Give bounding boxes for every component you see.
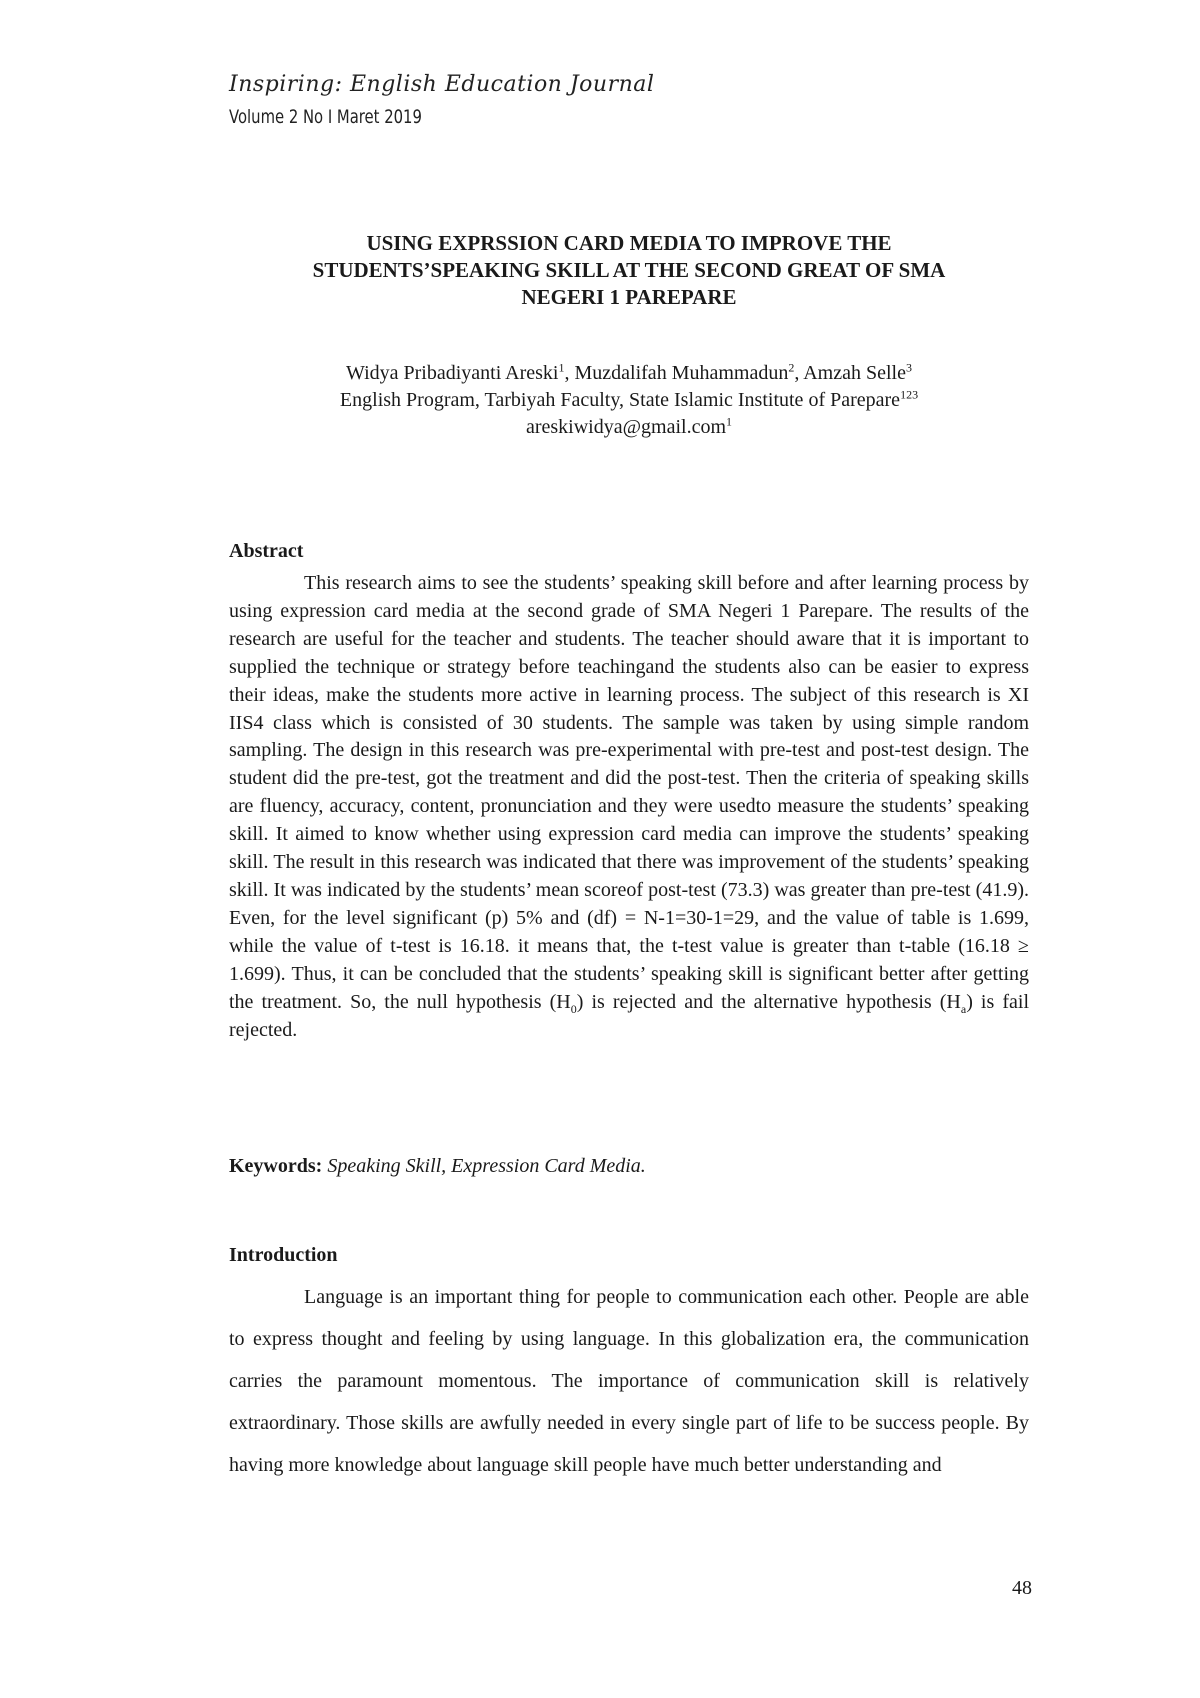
abstract-heading: Abstract <box>229 540 304 562</box>
paper-title <box>229 230 1029 311</box>
author-email: areskiwidya@gmail.com$^1$ <box>525 414 733 438</box>
title-line-3: NEGERI 1 PAREPARE <box>521 285 737 309</box>
title-line-1: USING EXPRSSION CARD MEDIA TO IMPROVE THE <box>366 231 892 255</box>
title-line-2: STUDENTS’SPEAKING SKILL AT THE SECOND GREAT OF SMA <box>312 258 946 282</box>
author-block <box>229 360 1029 441</box>
introduction-text: Language is an important thing for people to communication each other. People are able to express thought and feeling by using language. In this globalization era, the communication carries the paramount momentous. The importance of communication skill is relatively extraordinary. Those skills are awfully needed in every single part of life to be success people. By having more knowledge about language skill people have much better understanding and <box>229 1286 1029 1476</box>
journal-volume: Volume 2 No I Maret 2019 <box>229 106 422 128</box>
keywords <box>229 1155 646 1178</box>
keywords-value: Speaking Skill, Expression Card Media. <box>327 1155 646 1177</box>
keywords-label: Keywords: <box>229 1155 323 1177</box>
page-number: 48 <box>1012 1577 1032 1599</box>
abstract-text: This research aims to see the students’ speaking skill before and after learning process by using expression card media at the second grade of SMA Negeri 1 Parepare. The results of the research are useful for the teacher and students. The teacher should aware that it is important to supplied the technique or strategy before teachingand the students also can be easier to express their ideas, make the students more active in learning process. The subject of this research is XI IIS4 class which is consisted of 30 students. The sample was taken by using simple random sampling. The design in this research was pre-experimental with pre-test and post-test design. The student did the pre-test, got the treatment and did the post-test. Then the criteria of speaking skills are fluency, accuracy, content, pronunciation and they were usedto measure the students’ speaking skill. It aimed to know whether using expression card media can improve the students’ speaking skill. The result in this research was indicated that there was improvement of the students’ speaking skill. It was indicated by the students’ mean scoreof post-test (73.3) was greater than pre-test (41.9). Even, for the level significant (p) 5% and (df) = N-1=30-1=29, and the value of table is 1.699, while the value of t-test is 16.18. it means that, the t-test value is greater than t-table (16.18 ≥ 1.699). Thus, it can be concluded that the students’ speaking skill is significant better after getting the treatment. So, the null hypothesis $(H_0)$ is rejected and the alternative hypothesis $(H_a)$ is fail rejected. <box>229 572 1029 1041</box>
author-affiliation: English Program, Tarbiyah Faculty, State Islamic Institute of Parepare$^{123}$ <box>339 387 919 411</box>
journal-name: Inspiring: English Education Journal <box>229 72 655 97</box>
author-names: Widya Pribadiyanti Areski$^1$, Muzdalifah Muhammadun$^2$, Amzah Selle$^3$ <box>346 360 912 384</box>
introduction-heading: Introduction <box>229 1244 338 1266</box>
